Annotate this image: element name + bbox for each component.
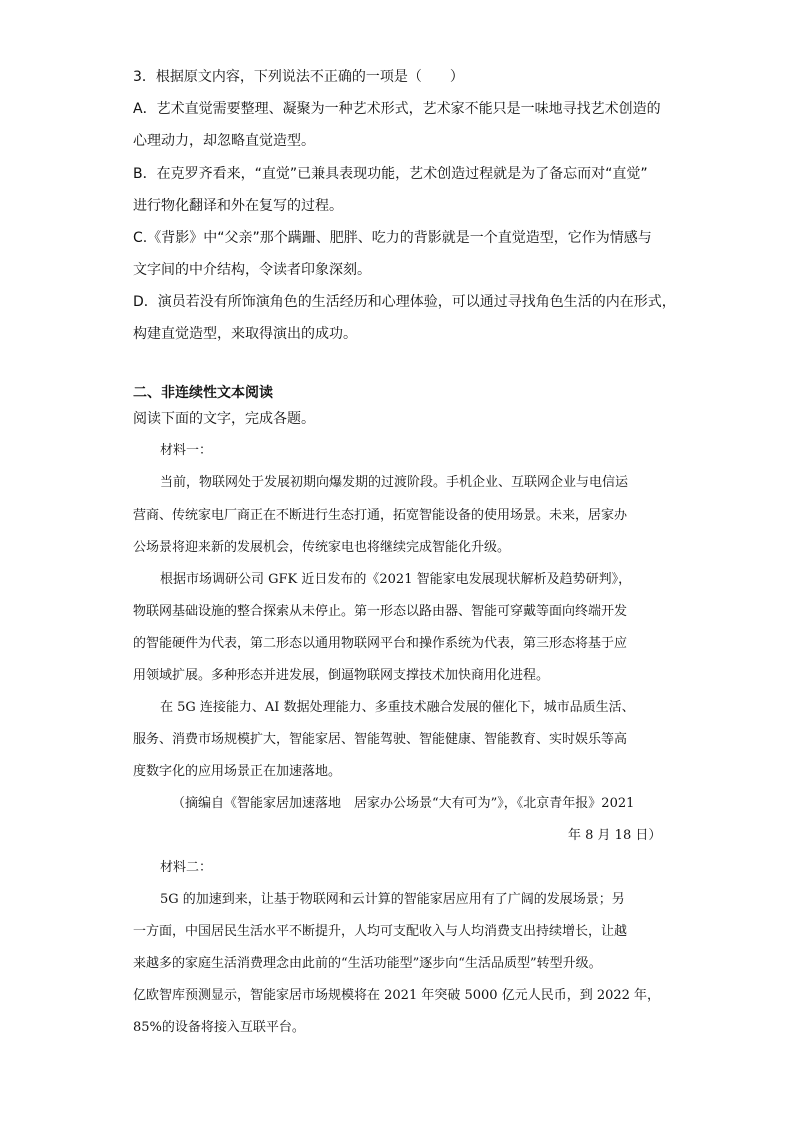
material-1-p1-line-2: 营商、传统家电厂商正在不断进行生态打通，拓宽智能设备的使用场景。未来，居家办: [133, 508, 628, 523]
question-3-stem: 3．根据原文内容，下列说法不正确的一项是（ ）: [133, 69, 464, 85]
material-1-p2-line-3: 的智能硬件为代表，第二形态以通用物联网平台和操作系统为代表，第三形态将基于应: [133, 636, 628, 651]
option-b-line-1: B．在克罗齐看来，“直觉”已兼具表现功能，艺术创造过程就是为了备忘而对“直觉”: [133, 166, 648, 182]
material-2-label: 材料二：: [160, 860, 213, 875]
section-instruction: 阅读下面的文字，完成各题。: [133, 411, 315, 427]
material-2-p1-line-3: 来越多的家庭生活消费理念由此前的“生活功能型”逐步向“生活品质型”转型升级。: [133, 956, 602, 971]
material-1-source-line-1: （摘编自《智能家居加速落地 居家办公场景“大有可为”》，《北京青年报》2021: [172, 796, 635, 811]
material-2-p1-line-5: 85%的设备将接入互联平台。: [133, 1020, 305, 1035]
section-heading: 二、非连续性文本阅读: [133, 385, 273, 401]
option-b-line-2: 进行物化翻译和外在复写的过程。: [133, 198, 343, 214]
material-1-p1-line-3: 公场景将迎来新的发展机会，传统家电也将继续完成智能化升级。: [133, 540, 511, 555]
option-a-line-2: 心理动力，却忽略直觉造型。: [133, 133, 315, 149]
material-1-p2-line-2: 物联网基础设施的整合探索从未停止。第一形态以路由器、智能可穿戴等面向终端开发: [133, 604, 628, 619]
material-1-p3-line-3: 度数字化的应用场景正在加速落地。: [133, 764, 342, 779]
material-1-p1-line-1: 当前，物联网处于发展初期向爆发期的过渡阶段。手机企业、互联网企业与电信运: [160, 475, 629, 490]
option-c-line-2: 文字间的中介结构，令读者印象深刻。: [133, 262, 371, 278]
material-2-p1-line-1: 5G 的加速到来，让基于物联网和云计算的智能家居应用有了广阔的发展场景；另: [160, 892, 625, 907]
option-d-line-1: D．演员若没有所饰演角色的生活经历和心理体验，可以通过寻找角色生活的内在形式，: [133, 294, 676, 310]
material-1-label: 材料一：: [160, 443, 213, 458]
material-2-p1-line-2: 一方面，中国居民生活水平不断提升，人均可支配收入与人均消费支出持续增长，让越: [133, 924, 628, 939]
material-1-p2-line-1: 根据市场调研公司 GFK 近日发布的《2021 智能家电发展现状解析及趋势研判》，: [160, 572, 632, 587]
material-1-p3-line-1: 在 5G 连接能力、AI 数据处理能力、多重技术融合发展的催化下，城市品质生活、: [160, 700, 635, 715]
material-1-p3-line-2: 服务、消费市场规模扩大，智能家居、智能驾驶、智能健康、智能教育、实时娱乐等高: [133, 732, 628, 747]
option-c-line-1: C.《背影》中“父亲”那个蹒跚、肥胖、吃力的背影就是一个直觉造型，它作为情感与: [133, 230, 652, 246]
material-1-source-line-2: 年 8 月 18 日）: [568, 828, 662, 843]
option-a-line-1: A．艺术直觉需要整理、凝聚为一种艺术形式，艺术家不能只是一味地寻找艺术创造的: [133, 101, 661, 117]
material-2-p1-line-4: 亿欧智库预测显示，智能家居市场规模将在 2021 年突破 5000 亿元人民币，到 2022 年，: [133, 988, 661, 1003]
option-d-line-2: 构建直觉造型，来取得演出的成功。: [133, 326, 357, 342]
material-1-p2-line-4: 用领域扩展。多种形态并进发展，倒逼物联网支撑技术加快商用化进程。: [133, 668, 550, 683]
